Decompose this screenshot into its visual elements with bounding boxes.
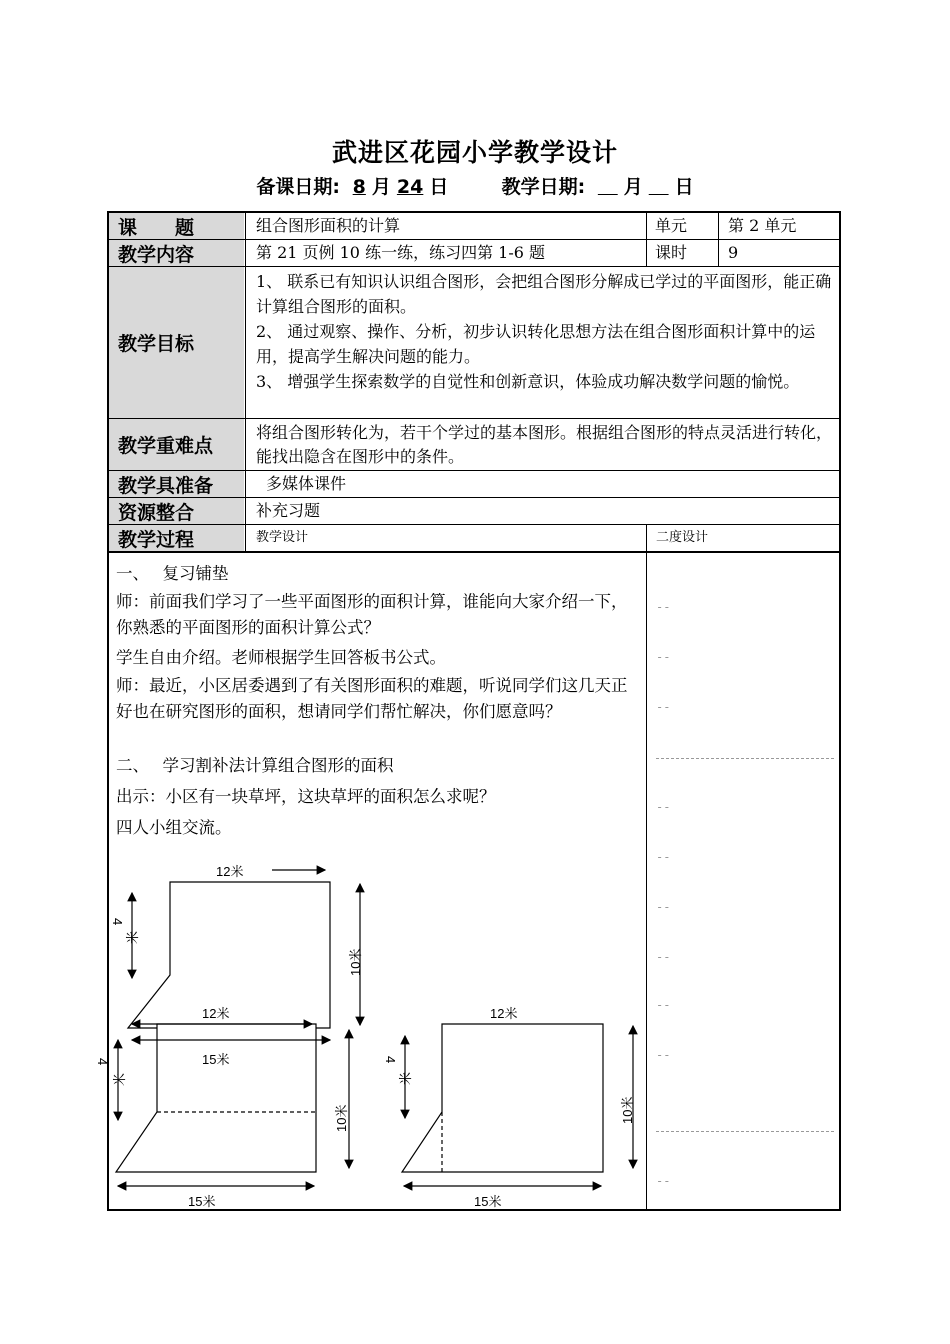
- paragraph: 师：前面我们学习了一些平面图形的面积计算，谁能向大家介绍一下，你熟悉的平面图形的面积计算公式？: [116, 592, 628, 637]
- blank-mark: --: [656, 900, 671, 914]
- period-value: 9: [728, 243, 739, 262]
- process-label: 教学过程: [118, 528, 195, 551]
- figure-label: 4: [383, 1056, 398, 1064]
- figure-label: 4: [95, 1058, 110, 1066]
- goals-label: 教学目标: [118, 333, 195, 355]
- blank-mark: --: [656, 950, 671, 964]
- figure-label: 10米: [620, 1096, 635, 1124]
- blank-mark: --: [656, 1174, 671, 1188]
- figure-label: 米: [112, 1072, 127, 1086]
- paragraph: 出示：小区有一块草坪，这块草坪的面积怎么求呢？: [116, 787, 496, 806]
- key-value: 将组合图形转化为，若干个学过的基本图形。根据组合图形的特点灵活进行转化，能找出隐含在图形中的条件。: [256, 423, 833, 466]
- topic-value: 组合图形面积的计算: [256, 216, 401, 235]
- paragraph: 学生自由介绍。老师根据学生回答板书公式。: [116, 648, 446, 667]
- unit-label: 单元: [655, 216, 688, 235]
- tools-label: 教学具准备: [118, 474, 214, 497]
- unit-value: 第 2 单元: [728, 216, 797, 235]
- figure-label: 10米: [334, 1104, 349, 1132]
- blank-mark: --: [656, 850, 671, 864]
- page-title: 武进区花园小学教学设计: [331, 138, 618, 167]
- figure-label: 米: [398, 1071, 413, 1085]
- blank-mark: --: [656, 650, 671, 664]
- teach-date-label: 教学日期:: [501, 176, 586, 198]
- figure-label: 15米: [188, 1194, 216, 1209]
- figure-cut: [116, 1024, 349, 1186]
- prep-day: 24: [396, 176, 424, 198]
- prep-month: 8: [352, 176, 366, 198]
- paragraph: 一、 复习铺垫: [116, 564, 229, 583]
- goal-item: 2、 通过观察、操作、分析，初步认识转化思想方法在组合图形面积计算中的运用，提高学生解决问题的能力。: [256, 322, 816, 366]
- topic-label: 课 题: [118, 216, 195, 239]
- paragraph: 二、 学习割补法计算组合图形的面积: [116, 756, 394, 775]
- figure-label: 12米: [202, 1006, 230, 1021]
- goal-item: 3、 增强学生探索数学的自觉性和创新意识，体验成功解决数学问题的愉悦。: [256, 372, 800, 391]
- figure-label: 12米: [216, 864, 244, 879]
- paragraph: 师：最近，小区居委遇到了有关图形面积的难题，听说同学们这几天正好也在研究图形的面积，想请同学们帮忙解决，你们愿意吗？: [116, 676, 628, 721]
- figure-label: 15米: [474, 1194, 502, 1209]
- figure-fill: [402, 1024, 633, 1186]
- blank-mark: --: [656, 800, 671, 814]
- design-label: 教学设计: [256, 530, 309, 545]
- figure-label: 15米: [202, 1052, 230, 1067]
- prep-date-label: 备课日期:: [256, 176, 341, 198]
- resource-label: 资源整合: [118, 501, 195, 524]
- content-label: 教学内容: [118, 243, 195, 266]
- content-value: 第 21 页例 10 练一练，练习四第 1-6 题: [256, 243, 546, 262]
- figure-label: 米: [125, 930, 140, 944]
- date-line: 备课日期: 8 月 24 日 教学日期: 月 日: [256, 176, 694, 198]
- key-label: 教学重难点: [118, 435, 214, 457]
- blank-mark: --: [656, 1048, 671, 1062]
- figure-label: 12米: [490, 1006, 518, 1021]
- tools-value: 多媒体课件: [266, 474, 347, 493]
- figure-original: [128, 870, 360, 1028]
- blank-mark: --: [656, 700, 671, 714]
- goal-item: 1、 联系已有知识认识组合图形，会把组合图形分解成已学过的平面图形，能正确计算组合图形的面积。: [256, 272, 832, 316]
- blank-mark: --: [656, 600, 671, 614]
- second-design-label: 二度设计: [656, 530, 709, 545]
- period-label: 课时: [655, 243, 688, 262]
- paragraph: 四人小组交流。: [116, 818, 232, 837]
- resource-value: 补充习题: [256, 501, 321, 520]
- figure-label: 4: [110, 918, 125, 926]
- figure-label: 10米: [348, 948, 363, 976]
- blank-mark: --: [656, 998, 671, 1012]
